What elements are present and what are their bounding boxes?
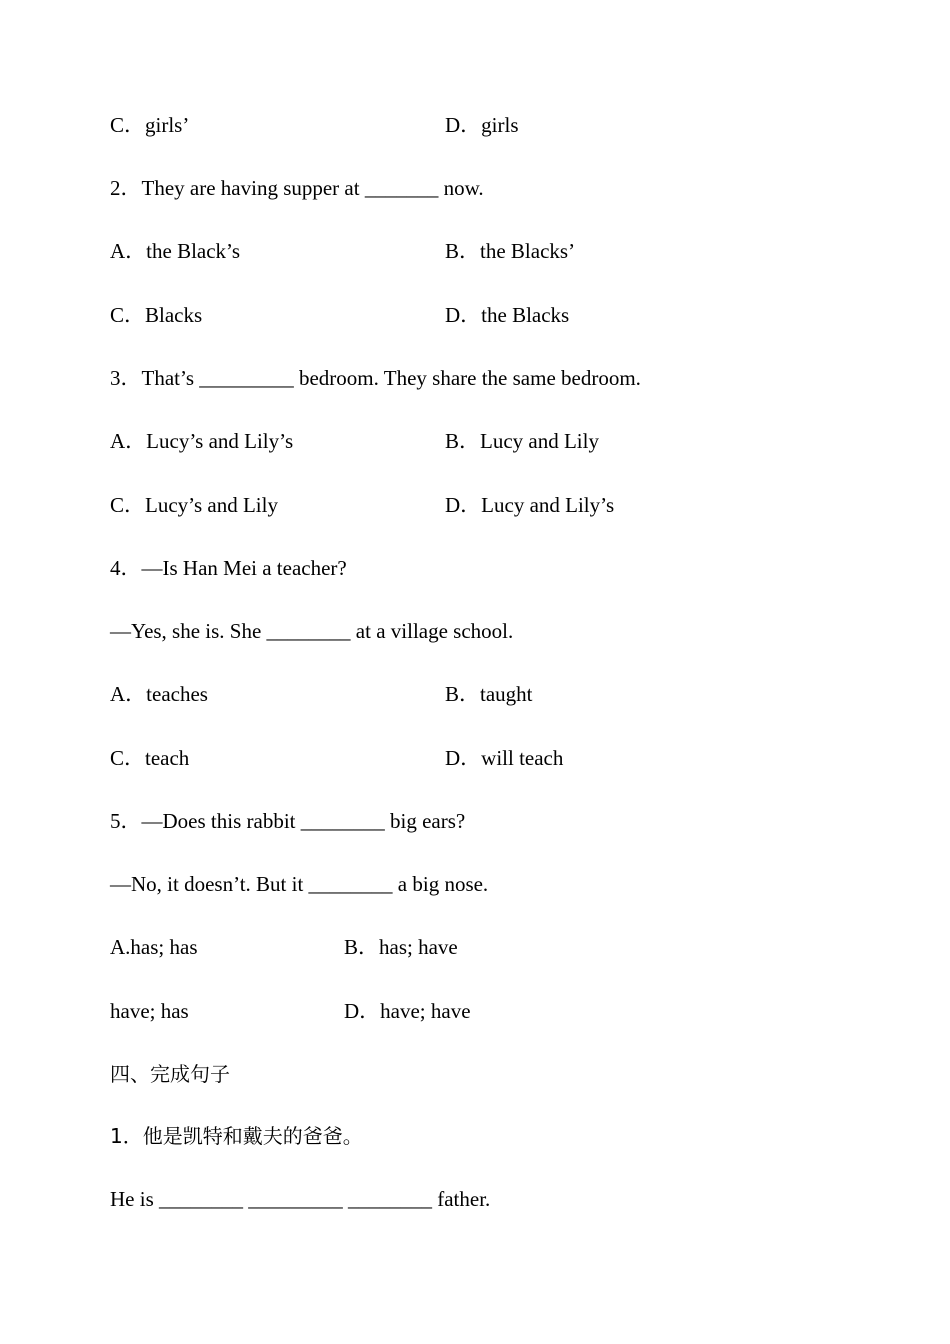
q3-options-cd	[110, 492, 870, 518]
q2-options-cd	[110, 302, 870, 328]
s4-item1-prompt: 1．他是凯特和戴夫的爸爸。	[110, 1124, 363, 1148]
q2-option-c: C．Blacks	[110, 303, 203, 327]
q3-stem: 3．That’s _________ bedroom. They share the same bedroom.	[110, 366, 641, 390]
q1-option-c: C．girls’	[110, 113, 190, 137]
q3-option-b: B．Lucy and Lily	[445, 429, 599, 453]
section-heading: 四、完成句子	[110, 1062, 230, 1086]
q2-options-ab	[110, 238, 870, 264]
q2-stem: 2．They are having supper at _______ now.	[110, 176, 484, 200]
q1-options-cd	[110, 112, 870, 138]
q5-options-ab	[110, 934, 870, 960]
s4-item1-answer: He is ________ _________ ________ father.	[110, 1187, 491, 1211]
q3-option-a: A．Lucy’s and Lily’s	[110, 429, 294, 453]
q5-stem-question: 5．—Does this rabbit ________ big ears?	[110, 809, 466, 833]
q4-option-d: D．will teach	[445, 746, 564, 770]
q3-option-c: C．Lucy’s and Lily	[110, 493, 278, 517]
q5-options-cd	[110, 998, 870, 1024]
q2-option-b: B．the Blacks’	[445, 239, 576, 263]
q2-option-d: D．the Blacks	[445, 303, 570, 327]
q4-options-ab	[110, 681, 870, 707]
q4-stem-question: 4．—Is Han Mei a teacher?	[110, 556, 347, 580]
q5-option-d: D．have; have	[344, 999, 471, 1023]
q5-option-b: B．has; have	[344, 935, 458, 959]
q4-stem-answer: —Yes, she is. She ________ at a village school.	[110, 619, 514, 643]
q3-options-ab	[110, 428, 870, 454]
q4-option-a: A．teaches	[110, 682, 208, 706]
q5-option-a: A.has; has	[110, 935, 198, 959]
q5-option-c: have; has	[110, 999, 189, 1023]
q5-stem-answer: —No, it doesn’t. But it ________ a big nose.	[110, 872, 489, 896]
q3-option-d: D．Lucy and Lily’s	[445, 493, 615, 517]
q1-option-d: D．girls	[445, 113, 519, 137]
q2-option-a: A．the Black’s	[110, 239, 241, 263]
q4-option-b: B．taught	[445, 682, 533, 706]
q4-options-cd	[110, 745, 870, 771]
q4-option-c: C．teach	[110, 746, 190, 770]
